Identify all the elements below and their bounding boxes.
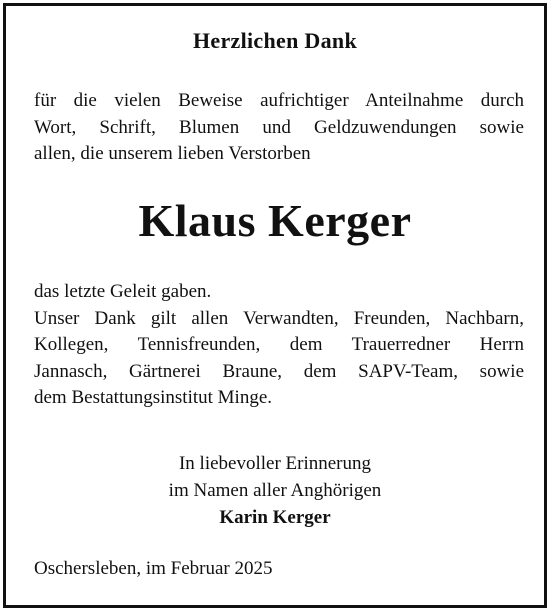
place-date: Oschersleben, im Februar 2025: [34, 558, 273, 579]
heading: Herzlichen Dank: [193, 28, 357, 53]
body-line: Jannasch, Gärtnerei Braune, dem SAPV-Team, sowie: [34, 360, 524, 382]
deceased-name: Klaus Kerger: [138, 195, 412, 246]
closing-line-relatives: im Namen aller Anghörigen: [168, 480, 382, 501]
intro-line: für die vielen Beweise aufrichtiger Anteilnahme durch: [34, 90, 524, 111]
intro-line: Wort, Schrift, Blumen und Geldzuwendungen sowie: [34, 116, 524, 138]
body-line: Kollegen, Tennisfreunden, dem Trauerredner Herrn: [34, 334, 524, 355]
body-paragraph: [34, 279, 524, 412]
obituary-thank-you-card: [3, 3, 547, 608]
signer-name: Karin Kerger: [219, 507, 331, 528]
closing-block: [6, 450, 544, 531]
body-line: Unser Dank gilt allen Verwandten, Freunden, Nachbarn,: [34, 307, 524, 329]
closing-line-remembrance: In liebevoller Erinnerung: [178, 453, 372, 474]
body-line: das letzte Geleit gaben.: [34, 281, 212, 302]
intro-line: allen, die unserem lieben Verstorben: [34, 143, 311, 164]
intro-paragraph: [34, 88, 524, 168]
body-line: dem Bestattungsinstitut Minge.: [34, 387, 273, 408]
